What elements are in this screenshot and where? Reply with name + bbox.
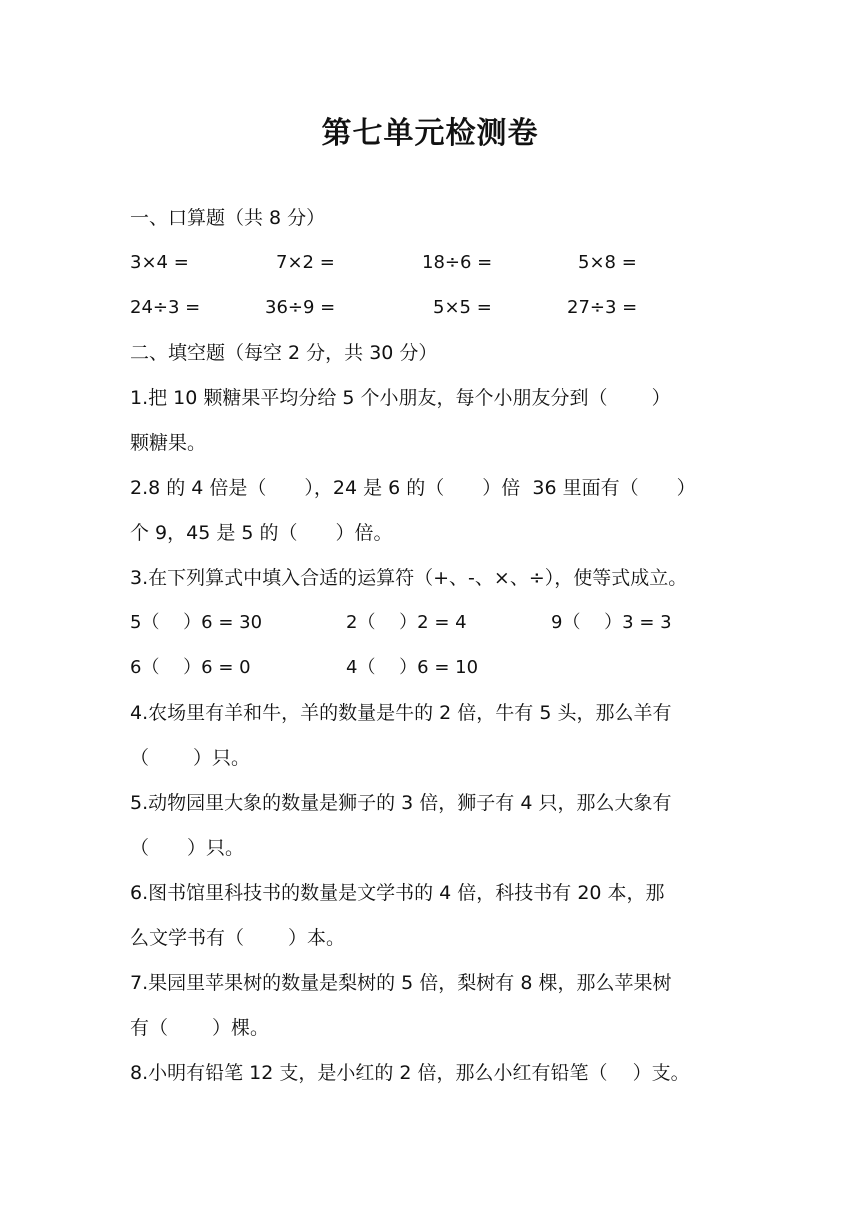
question-8-line-1: 8.小明有铅笔 12 支，是小红的 2 倍，那么小红有铅笔（ ）支。: [130, 1062, 690, 1084]
question-5-line-1: 5.动物园里大象的数量是狮子的 3 倍，狮子有 4 只，那么大象有: [130, 792, 672, 814]
operator-problem: 4（ ）6 = 10: [346, 657, 479, 678]
question-2-line-1: 2.8 的 4 倍是（ ），24 是 6 的（ ）倍 36 里面有（ ）: [130, 477, 696, 499]
question-4-line-2: （ ）只。: [130, 747, 251, 769]
question-5-line-2: （ ）只。: [130, 837, 245, 859]
oral-problem: 18÷6 =: [422, 252, 493, 273]
question-1-line-2: 颗糖果。: [130, 432, 207, 454]
section-1-heading: 一、口算题（共 8 分）: [130, 207, 326, 229]
question-1-line-1: 1.把 10 颗糖果平均分给 5 个小朋友，每个小朋友分到（ ）: [130, 387, 671, 409]
section-2-heading: 二、填空题（每空 2 分，共 30 分）: [130, 342, 438, 364]
question-6-line-2: 么文学书有（ ）本。: [130, 927, 346, 949]
operator-problem: 2（ ）2 = 4: [346, 612, 467, 633]
question-4-line-1: 4.农场里有羊和牛，羊的数量是牛的 2 倍，牛有 5 头，那么羊有: [130, 702, 672, 724]
operator-problem: 5（ ）6 = 30: [130, 612, 263, 633]
question-7-line-1: 7.果园里苹果树的数量是梨树的 5 倍，梨树有 8 棵，那么苹果树: [130, 972, 672, 994]
oral-problem: 27÷3 =: [567, 297, 638, 318]
operator-problem: 6（ ）6 = 0: [130, 657, 251, 678]
question-7-line-2: 有（ ）棵。: [130, 1017, 270, 1039]
operator-problem: 9（ ）3 = 3: [551, 612, 672, 633]
oral-problem: 24÷3 =: [130, 297, 201, 318]
oral-problem: 5×5 =: [433, 297, 492, 318]
question-6-line-1: 6.图书馆里科技书的数量是文学书的 4 倍，科技书有 20 本，那: [130, 882, 665, 904]
question-3-text: 3.在下列算式中填入合适的运算符（+、-、×、÷），使等式成立。: [130, 567, 688, 589]
question-2-line-2: 个 9，45 是 5 的（ ）倍。: [130, 522, 393, 544]
oral-problem: 7×2 =: [276, 252, 335, 273]
page-title: 第七单元检测卷: [321, 116, 539, 151]
oral-problem: 5×8 =: [578, 252, 637, 273]
oral-problem: 3×4 =: [130, 252, 189, 273]
oral-problem: 36÷9 =: [265, 297, 336, 318]
